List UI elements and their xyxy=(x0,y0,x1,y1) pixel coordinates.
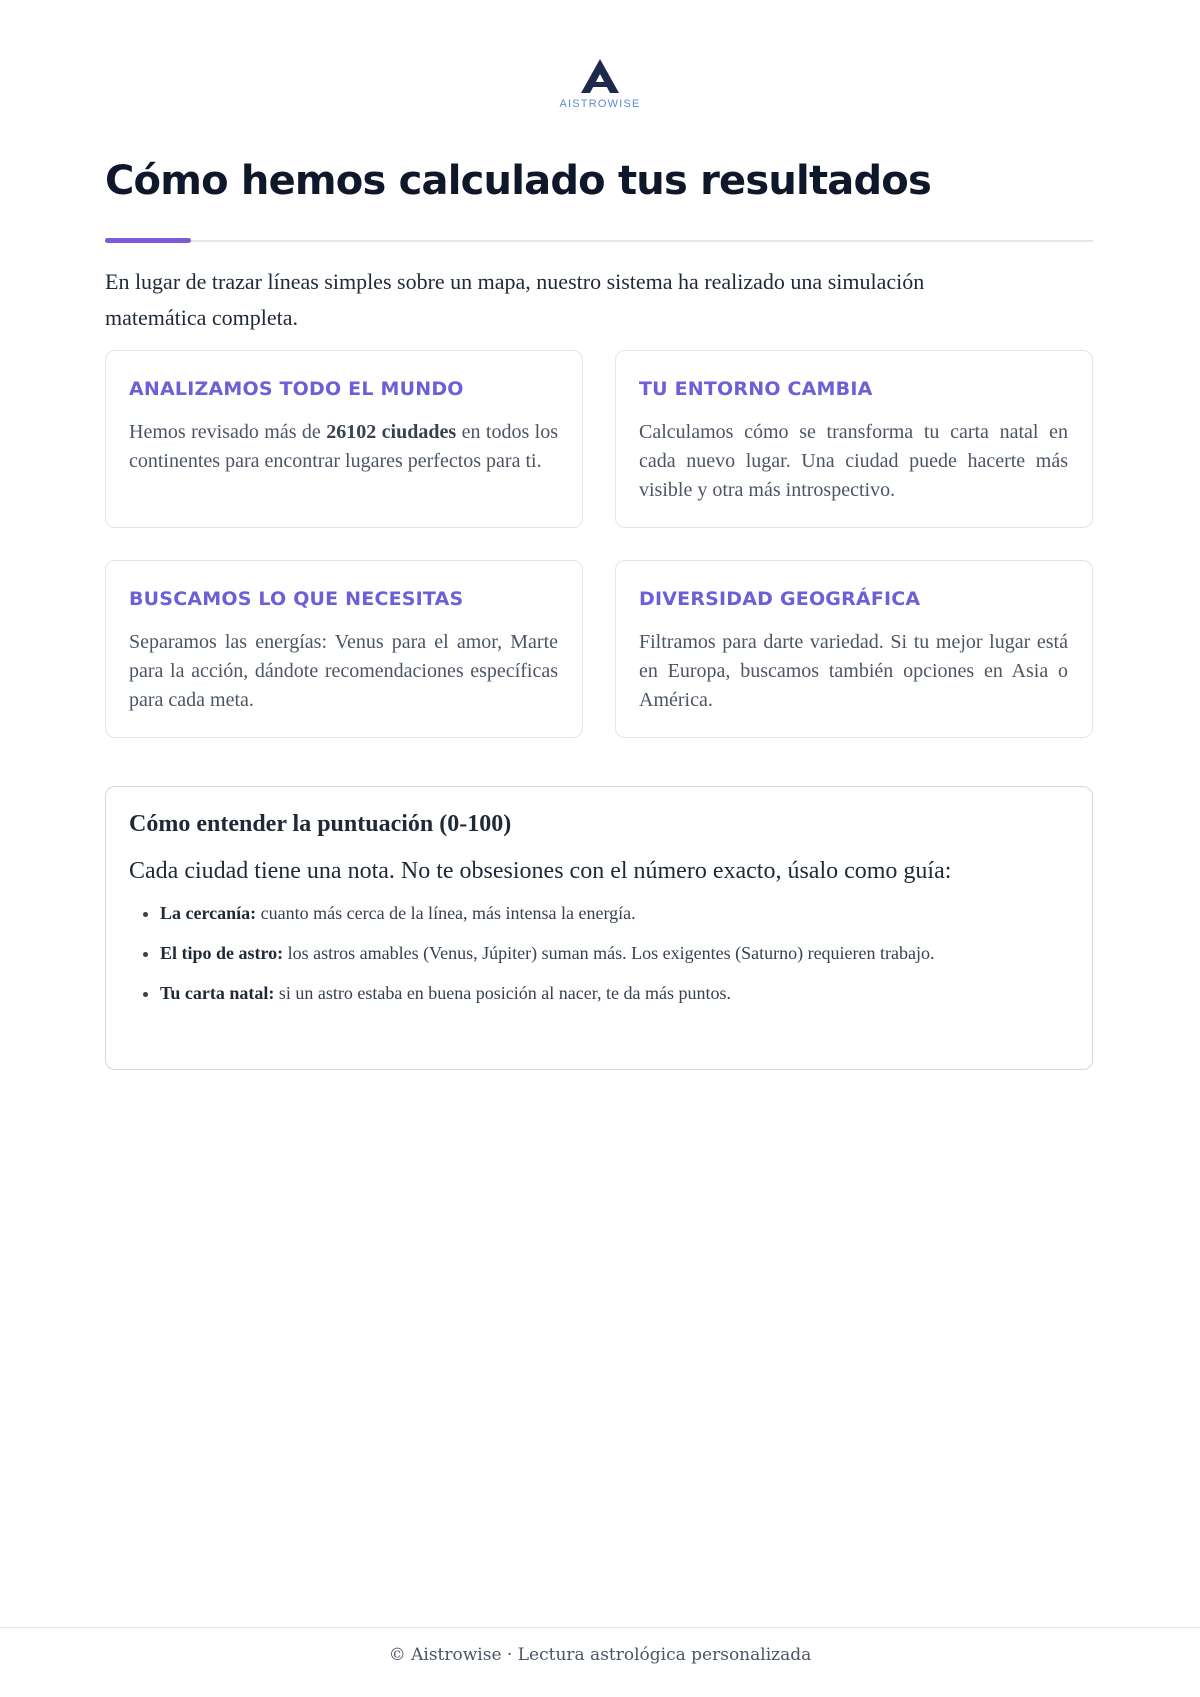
list-item: • Tu carta natal: si un astro estaba en buena posición al nacer, te da más puntos. xyxy=(160,983,1069,1004)
score-title: Cómo entender la puntuación (0-100) xyxy=(129,811,512,837)
card-what-you-need xyxy=(105,560,583,738)
list-item: • El tipo de astro: los astros amables (Venus, Júpiter) suman más. Los exigentes (Saturno) requieren trabajo. xyxy=(160,943,1069,964)
city-count: 26102 ciudades xyxy=(326,421,457,443)
footer-divider xyxy=(0,1627,1200,1628)
card-title: BUSCAMOS LO QUE NECESITAS xyxy=(129,588,464,610)
page-title: Cómo hemos calculado tus resultados xyxy=(105,158,931,204)
card-body: Calculamos cómo se transforma tu carta natal en cada nuevo lugar. Una ciudad puede hacerte más visible y otra más introspectivo. xyxy=(639,421,1068,501)
list-item: • La cercanía: cuanto más cerca de la línea, más intensa la energía. xyxy=(160,903,1069,924)
score-explanation-box xyxy=(105,786,1093,1070)
card-body: Filtramos para darte variedad. Si tu mejor lugar está en Europa, buscamos también opciones en Asia o América. xyxy=(639,631,1068,711)
card-title: TU ENTORNO CAMBIA xyxy=(639,378,873,400)
card-body: Separamos las energías: Venus para el amor, Marte para la acción, dándote recomendaciones específicas para cada meta. xyxy=(129,631,558,711)
card-geographic-diversity xyxy=(615,560,1093,738)
score-factors-list xyxy=(129,903,1069,1004)
card-environment-changes xyxy=(615,350,1093,528)
card-title: ANALIZAMOS TODO EL MUNDO xyxy=(129,378,464,400)
letter-a-logo-icon xyxy=(580,58,620,94)
card-title: DIVERSIDAD GEOGRÁFICA xyxy=(639,588,921,610)
brand-logo xyxy=(0,58,1200,110)
title-accent-bar xyxy=(105,238,191,243)
intro-paragraph: En lugar de trazar líneas simples sobre un mapa, nuestro sistema ha realizado una simulación matemática completa. xyxy=(105,269,925,330)
brand-name: AISTROWISE xyxy=(559,98,641,110)
footer-text: © Aistrowise · Lectura astrológica personalizada xyxy=(388,1645,812,1665)
card-body: Hemos revisado más de 26102 ciudades en todos los continentes para encontrar lugares perfectos para ti. xyxy=(129,421,558,472)
card-world-analysis xyxy=(105,350,583,528)
score-lead: Cada ciudad tiene una nota. No te obsesiones con el número exacto, úsalo como guía: xyxy=(129,858,952,884)
title-divider xyxy=(105,240,1093,242)
